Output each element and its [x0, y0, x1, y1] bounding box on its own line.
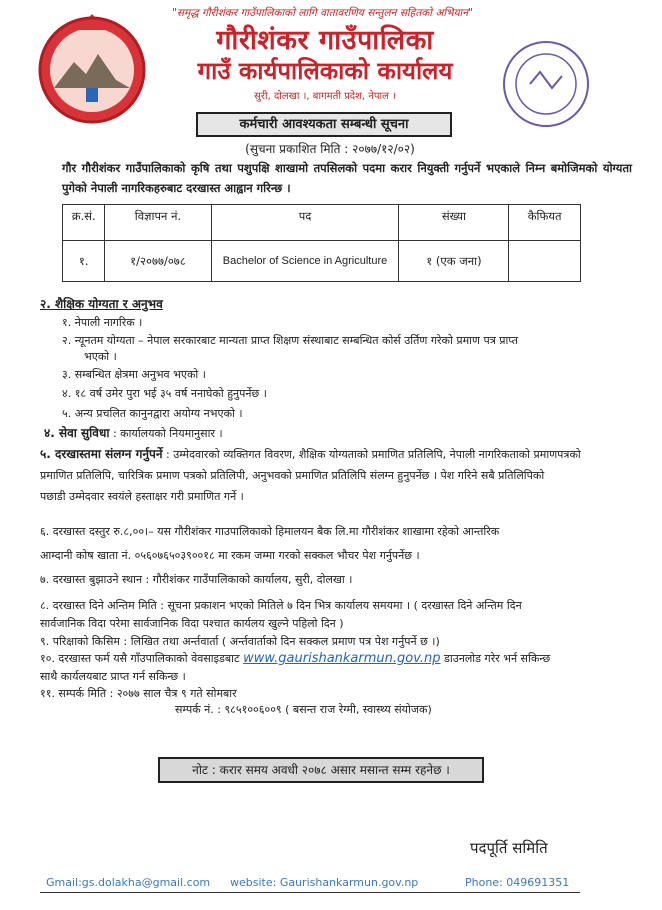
publish-date: (सुचना प्रकाशित मिति : २०७७/१२/०२) [245, 142, 415, 156]
col-header-remarks: कैफियत [509, 205, 581, 241]
section-7: ७. दरखास्त बुझाउने स्थान : गौरीशंकर गाउँपालिकाको कार्यालय, सुरी, दोलखा । [40, 573, 353, 586]
footer-phone: Phone: 049691351 [465, 876, 570, 889]
cell-ad-no: १/२०७७/०७८ [105, 241, 211, 282]
cell-count: १ (एक जना) [399, 241, 509, 282]
col-header-post: पद [211, 205, 399, 241]
website-link[interactable]: www.gaurishankarmun.gov.np [243, 651, 441, 666]
header-slogan: "समृद्ध गौरीशंकर गाउँपालिकाको लागि वातावरणिय सन्तुलन सहितको अभियान" [172, 7, 473, 19]
section-5-line: : उम्मेदवारको व्यक्तिगत विवरण, शैक्षिक योग्यताको प्रमाणित प्रतिलिपि, नेपाली नागरिकताको प्रमाणपत्रको [166, 448, 581, 461]
qualification-item: ५. अन्य प्रचलित कानुनद्वारा अयोग्य नभएको । [62, 407, 243, 420]
section-6-line: ६. दरखास्त दस्तुर रु.८,००।– यस गौरीशंकर गाउपालिकाको हिमालयन बैक लि.मा गौरीशंकर शाखामा रहेको आन्तरिक [40, 525, 500, 538]
qualification-item: १. नेपाली नागरिक । [62, 316, 143, 329]
vacancy-table [62, 204, 581, 282]
section-10-text: डाउनलोड गरेर भर्न सकिन्छ [443, 652, 551, 665]
section-10 [40, 650, 640, 686]
section-11: ११. सम्पर्क मिति : २०७७ साल चैत्र ९ गते सोमबार [40, 687, 237, 700]
section-8-line: सार्वजानिक विदा परेमा सार्वजानिक विदा पश्चात कार्यलय खुल्ने पहिलो दिन ) [40, 617, 344, 630]
section-10-line2: साथै कार्यलयबाट प्राप्त गर्न सकिन्छ । [40, 670, 186, 683]
section-6-line: आम्दानी कोष खाता नं. ०५६०७६५०३९००१८ मा रकम जम्मा गरको सक्कल भौचर पेश गर्नुपर्नेछ । [40, 549, 420, 562]
section-8-line: ८. दरखास्त दिने अन्तिम मिति : सूचना प्रकाशन भएको मितिले ७ दिन भित्र कार्यालय समयमा । ( दरखास्त दिने अन्तिम दिन [40, 599, 522, 612]
section-2-title: २. शैक्षिक योग्यता र अनुभव [40, 297, 163, 311]
section-4-text: : कार्यालयको नियमानुसार । [112, 427, 223, 440]
section-6 [40, 520, 640, 568]
col-header-count: संख्या [399, 205, 509, 241]
signature-committee: पदपूर्ति समिति [470, 839, 548, 857]
office-address: सुरी, दोलखा ।, बागमती प्रदेश, नेपाल । [254, 91, 396, 102]
section-4-label: ४. सेवा सुविधा [44, 426, 110, 440]
footer-website: website: Gaurishankarmun.gov.np [230, 876, 419, 889]
section-10-text: १०. दरखास्त फर्म यसै गाँउपालिकाको वेवसाइडबाट [40, 652, 240, 665]
section-9: ९. परिक्षाको किसिम : लिखित तथा अर्न्तवार्ता ( अर्न्तवार्ताको दिन सक्कल प्रमाण पत्र पेश गर्नुपर्ने छ ।) [40, 635, 440, 648]
section-4 [44, 425, 223, 442]
contract-note: नोट : करार समय अवधी २०७८ असार मसान्त सम्म रहनेछ । [158, 757, 484, 783]
table-header-row [63, 205, 581, 241]
office-stamp [500, 38, 592, 130]
section-5-line: पछाडी उम्मेदवार स्वयंले हस्ताक्षर गरी प्रमाणित गर्ने । [40, 490, 244, 503]
municipality-emblem-logo [36, 10, 148, 128]
qualification-item: ३. सम्बन्धित क्षेत्रमा अनुभव भएको । [62, 368, 206, 381]
notice-title: कर्मचारी आवश्यकता सम्बन्धी सूचना [196, 112, 452, 137]
contact-line: सम्पर्क नं. : ९८५१००६००९ ( बसन्त राज रेग्मी, स्वास्थ्य संयोजक) [175, 703, 432, 716]
section-5 [40, 444, 640, 507]
qualification-item: ४. १८ वर्ष उमेर पुरा भई ३५ वर्ष ननाघेको हुनुपर्नेछ । [62, 387, 267, 400]
cell-post: Bachelor of Science in Agriculture [211, 241, 399, 282]
section-8 [40, 597, 640, 633]
section-5-line: प्रमाणित प्रतिलिपि, चारित्रिक प्रमाण पत्रको प्रतिलिपी, अनुभवको प्रमाणित प्रतिलिपि संलग्न हुनुपर्नेछ । पेश गरिने सबै प्रतिलिपिको [40, 469, 545, 482]
office-name: गाउँ कार्यपालिकाको कार्यालय [197, 57, 453, 85]
footer-divider [40, 892, 580, 893]
cell-remarks [509, 241, 581, 282]
col-header-sn: क्र.सं. [63, 205, 105, 241]
section-5-label: ५. दरखास्तमा संलग्न गर्नुपर्ने [40, 447, 163, 461]
qualification-item: २. न्यूनतम योग्यता – नेपाल सरकारबाट मान्यता प्राप्त शिक्षण संस्थाबाट सम्बन्धित कोर्स उर्तिण गरेको प्रमाण पत्र प्राप्त [62, 334, 519, 347]
municipality-name: गौरीशंकर गाउँपालिका [216, 25, 434, 56]
qualification-item: भएको । [84, 350, 117, 363]
table-row [63, 241, 581, 282]
intro-paragraph: गौर गौरीशंकर गाउँपालिकाको कृषि तथा पशुपक्षि शाखामो तपसिलको पदमा करार नियुक्ती गर्नुपर्ने भएकाले निम्न बमोजिमको योग्यता पुगेको नेपाली नागरिकहरुबाट दरखास्त आह्वान गरिन्छ । [62, 161, 632, 195]
cell-sn: १. [63, 241, 105, 282]
col-header-ad-no: विज्ञापन नं. [105, 205, 211, 241]
footer-email: Gmail:gs.dolakha@gmail.com [46, 876, 211, 889]
